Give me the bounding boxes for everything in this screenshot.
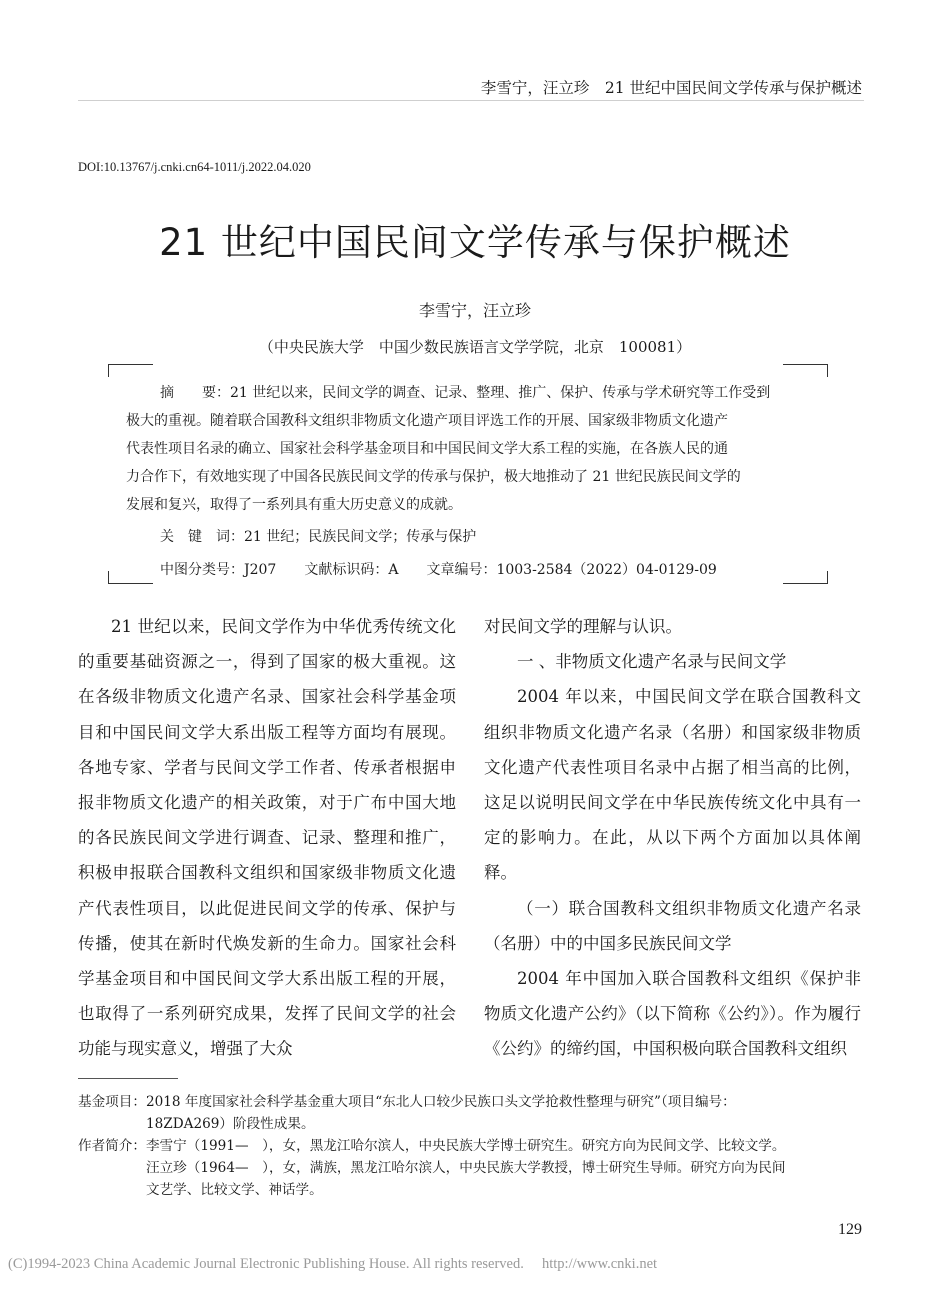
footnote-rule — [78, 1078, 178, 1079]
body-paragraph-continuation: 对民间文学的理解与认识。 — [484, 617, 682, 636]
page-number: 129 — [838, 1221, 862, 1238]
fund-note-line: 18ZDA269）阶段性成果。 — [146, 1116, 315, 1132]
article-authors: 李雪宁，汪立珍 — [418, 301, 531, 320]
abstract-box — [108, 364, 828, 584]
abstract-line: 极大的重视。随着联合国教科文组织非物质文化遗产项目评选工作的开展、国家级非物质文化遗产 — [126, 413, 728, 429]
article-affiliation: （中央民族大学 中国少数民族语言文学学院，北京 100081） — [258, 338, 692, 356]
abstract-bracket-bottom-right — [783, 571, 828, 584]
classification-line: 中图分类号：J207 文献标识码：A 文章编号：1003-2584（2022）04-0129-09 — [160, 562, 717, 578]
abstract-bracket-top-left — [108, 364, 153, 377]
body-right-column — [484, 609, 861, 1067]
abstract-line: 发展和复兴，取得了一系列具有重大历史意义的成就。 — [126, 497, 462, 513]
body-paragraph: 2004 年中国加入联合国教科文组织《保护非物质文化遗产公约》（以下简称《公约》）。作为履行《公约》的缔约国，中国积极向联合国教科文组织 — [484, 969, 861, 1059]
keywords: 关 键 词：21 世纪；民族民间文学；传承与保护 — [160, 529, 477, 545]
body-paragraph: 2004 年以来，中国民间文学在联合国教科文组织非物质文化遗产名录（名册）和国家级非物质文化遗产代表性项目名录中占据了相当高的比例，这足以说明民间文学在中华民族传统文化中具有一定的影响力。在此，从以下两个方面加以具体阐释。 — [484, 687, 861, 883]
header-rule — [78, 100, 864, 101]
copyright-watermark: (C)1994-2023 China Academic Journal Electronic Publishing House. All rights reserved. http://www.cnki.net — [8, 1256, 658, 1272]
abstract-bracket-bottom-left — [108, 571, 153, 584]
abstract-line: 代表性项目名录的确立、国家社会科学基金项目和中国民间文学大系工程的实施，在各族人民的通 — [126, 441, 728, 457]
abstract-line: 力合作下，有效地实现了中国各民族民间文学的传承与保护，极大地推动了 21 世纪民族民间文学的 — [126, 469, 741, 485]
fund-note-line: 基金项目：2018 年度国家社会科学基金重大项目“东北人口较少民族口头文学抢救性整理与研究”（项目编号： — [78, 1094, 736, 1110]
body-paragraph: 21 世纪以来，民间文学作为中华优秀传统文化的重要基础资源之一，得到了国家的极大重视。这在各级非物质文化遗产名录、国家社会科学基金项目和中国民间文学大系出版工程等方面均有展现。各地专家、学者与民间文学工作者、传承者根据申报非物质文化遗产的相关政策，对于广布中国大地的各民族民间文学进行调查、记录、整理和推广，积极申报联合国教科文组织和国家级非物质文化遗产代表性项目，以此促进民间文学的传承、保护与传播，使其在新时代焕发新的生命力。国家社会科学基金项目和中国民间文学大系出版工程的开展，也取得了一系列研究成果，发挥了民间文学的社会功能与现实意义，增强了大众 — [78, 617, 456, 1059]
running-head: 李雪宁，汪立珍 21 世纪中国民间文学传承与保护概述 — [480, 79, 862, 97]
article-title: 21 世纪中国民间文学传承与保护概述 — [159, 221, 791, 264]
doi: DOI:10.13767/j.cnki.cn64-1011/j.2022.04.020 — [78, 160, 311, 174]
author-note-line: 作者简介：李雪宁（1991— ），女，黑龙江哈尔滨人，中央民族大学博士研究生。研究方向为民间文学、比较文学。 — [78, 1138, 786, 1154]
abstract-line: 摘 要：21 世纪以来，民间文学的调查、记录、整理、推广、保护、传承与学术研究等工作受到 — [160, 385, 771, 401]
abstract-bracket-top-right — [783, 364, 828, 377]
body-left-column — [78, 609, 456, 1067]
author-note-line: 汪立珍（1964— ），女，满族，黑龙江哈尔滨人，中央民族大学教授，博士研究生导师。研究方向为民间 — [146, 1160, 786, 1176]
author-note-line: 文艺学、比较文学、神话学。 — [146, 1182, 323, 1198]
subsection-heading: （一）联合国教科文组织非物质文化遗产名录（名册）中的中国多民族民间文学 — [484, 898, 861, 953]
section-heading: 一 、非物质文化遗产名录与民间文学 — [517, 652, 787, 672]
